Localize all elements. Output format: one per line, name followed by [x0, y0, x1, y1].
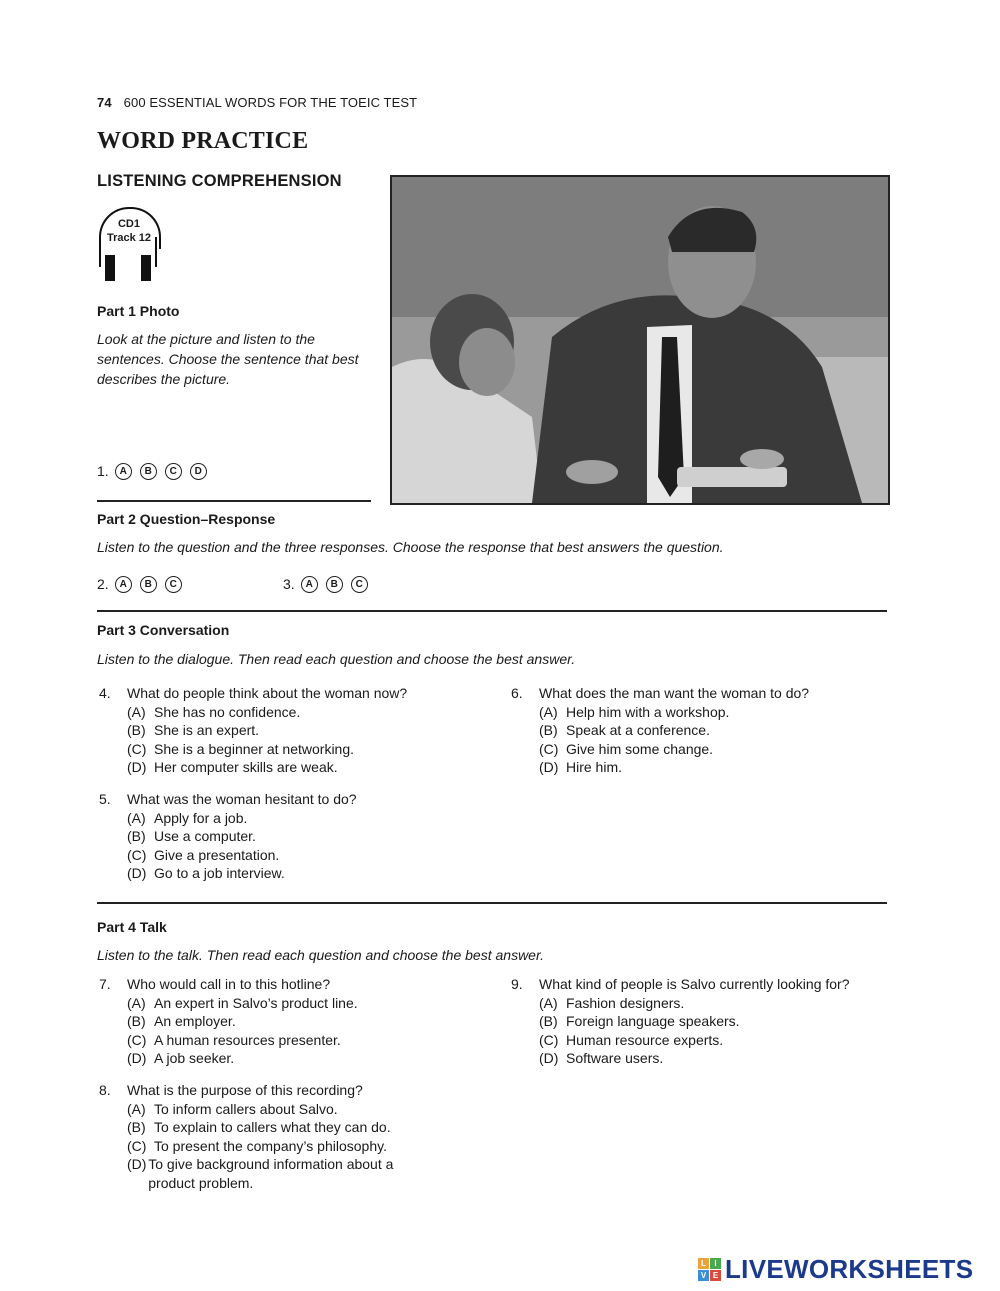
page-number: 74: [97, 95, 112, 110]
answer-option[interactable]: (B) An employer.: [127, 1013, 236, 1029]
answer-row-q1: [97, 462, 215, 480]
headband-left: [99, 237, 101, 267]
choice-bubble-b[interactable]: B: [140, 463, 157, 480]
part3-instructions: Listen to the dialogue. Then read each question and choose the best answer.: [97, 651, 576, 667]
answer-option[interactable]: (B) To explain to callers what they can do.: [127, 1119, 391, 1135]
answer-option[interactable]: (A) Fashion designers.: [539, 994, 685, 1011]
answer-option[interactable]: (A) An expert in Salvo’s product line.: [127, 994, 358, 1011]
answer-option[interactable]: (D) Her computer skills are weak.: [127, 759, 338, 775]
answer-option[interactable]: (C) She is a beginner at networking.: [127, 740, 355, 757]
choice-bubble-c[interactable]: C: [165, 576, 182, 593]
part1-heading: Part 1 Photo: [97, 303, 180, 319]
divider: [97, 500, 371, 502]
answer-option[interactable]: (A) To inform callers about Salvo.: [127, 1100, 338, 1117]
question-number: 8.: [99, 1082, 111, 1098]
answer-option[interactable]: (D) Hire him.: [539, 759, 623, 775]
question-8: [99, 1081, 459, 1192]
liveworksheets-logo: [698, 1255, 973, 1283]
answer-option[interactable]: (B) She is an expert.: [127, 722, 260, 738]
question-number: 7.: [99, 976, 111, 992]
answer-option[interactable]: (A) Help him with a workshop.: [539, 703, 730, 720]
choice-bubble-c[interactable]: C: [351, 576, 368, 593]
page-title: WORD PRACTICE: [97, 128, 309, 154]
choice-bubble-b[interactable]: B: [140, 576, 157, 593]
answer-row-q3: [283, 575, 376, 593]
section-subtitle: LISTENING COMPREHENSION: [97, 172, 342, 190]
logo-tile: I: [710, 1258, 721, 1269]
part4-instructions: Listen to the talk. Then read each question and choose the best answer.: [97, 947, 544, 963]
headphones-icon: [97, 207, 163, 281]
question-9: [511, 975, 891, 1068]
logo-tile: L: [698, 1258, 709, 1269]
question-text: What do people think about the woman now?: [127, 685, 408, 701]
choice-bubble-a[interactable]: A: [115, 463, 132, 480]
divider: [97, 610, 887, 612]
question-number: 1.: [97, 463, 109, 480]
question-text: What was the woman hesitant to do?: [127, 791, 357, 807]
headband-right: [155, 237, 157, 267]
photo-illustration: [392, 177, 888, 503]
earcup-right: [141, 255, 151, 281]
photo-two-men-meeting: [390, 175, 890, 505]
question-text: What kind of people is Salvo currently looking for?: [539, 976, 850, 992]
divider: [97, 902, 887, 904]
answer-option[interactable]: (D) Software users.: [539, 1050, 664, 1066]
cd-label: CD1: [117, 218, 140, 230]
answer-option[interactable]: (C) Give a presentation.: [127, 846, 280, 863]
question-number: 9.: [511, 976, 523, 992]
question-number: 6.: [511, 685, 523, 701]
answer-option[interactable]: (B) Use a computer.: [127, 828, 256, 844]
answer-option[interactable]: (A) She has no confidence.: [127, 703, 301, 720]
choice-bubble-a[interactable]: A: [301, 576, 318, 593]
earcup-left: [105, 255, 115, 281]
answer-option[interactable]: (B) Speak at a conference.: [539, 722, 710, 738]
choice-bubble-b[interactable]: B: [326, 576, 343, 593]
logo-tile: V: [698, 1270, 709, 1281]
question-number: 5.: [99, 791, 111, 807]
logo-tile: E: [710, 1270, 721, 1281]
question-number: 4.: [99, 685, 111, 701]
question-number: 2.: [97, 576, 109, 593]
answer-option[interactable]: (D) To give background information about a product problem.: [127, 1156, 394, 1191]
choice-bubble-c[interactable]: C: [165, 463, 182, 480]
answer-option[interactable]: (C) To present the company’s philosophy.: [127, 1137, 387, 1154]
question-4: [99, 684, 479, 777]
answer-option[interactable]: (B) Foreign language speakers.: [539, 1013, 740, 1029]
part2-heading: Part 2 Question–Response: [97, 511, 276, 527]
answer-option[interactable]: (D) Go to a job interview.: [127, 865, 285, 881]
question-5: [99, 790, 479, 883]
part4-heading: Part 4 Talk: [97, 919, 167, 935]
part1-instructions: Look at the picture and listen to the sentences. Choose the sentence that best describes the picture.: [97, 331, 359, 387]
answer-option[interactable]: (C) Give him some change.: [539, 740, 714, 757]
running-header: [97, 95, 417, 110]
choice-bubble-d[interactable]: D: [190, 463, 207, 480]
question-text: What is the purpose of this recording?: [127, 1082, 363, 1098]
question-text: Who would call in to this hotline?: [127, 976, 331, 992]
part2-instructions: Listen to the question and the three responses. Choose the response that best answers the question.: [97, 539, 724, 555]
question-number: 3.: [283, 576, 295, 593]
question-6: [511, 684, 891, 777]
answer-option[interactable]: (C) A human resources presenter.: [127, 1031, 341, 1048]
answer-option[interactable]: (C) Human resource experts.: [539, 1031, 724, 1048]
part3-heading: Part 3 Conversation: [97, 622, 230, 638]
book-title: 600 ESSENTIAL WORDS FOR THE TOEIC TEST: [123, 95, 418, 110]
choice-bubble-a[interactable]: A: [115, 576, 132, 593]
track-label: Track 12: [106, 232, 152, 244]
answer-row-q2: [97, 575, 190, 593]
logo-text: LIVEWORKSHEETS: [725, 1253, 974, 1284]
answer-option[interactable]: (A) Apply for a job.: [127, 809, 248, 826]
answer-option[interactable]: (D) A job seeker.: [127, 1050, 235, 1066]
question-text: What does the man want the woman to do?: [539, 685, 810, 701]
logo-tiles: [698, 1258, 721, 1281]
question-7: [99, 975, 479, 1068]
